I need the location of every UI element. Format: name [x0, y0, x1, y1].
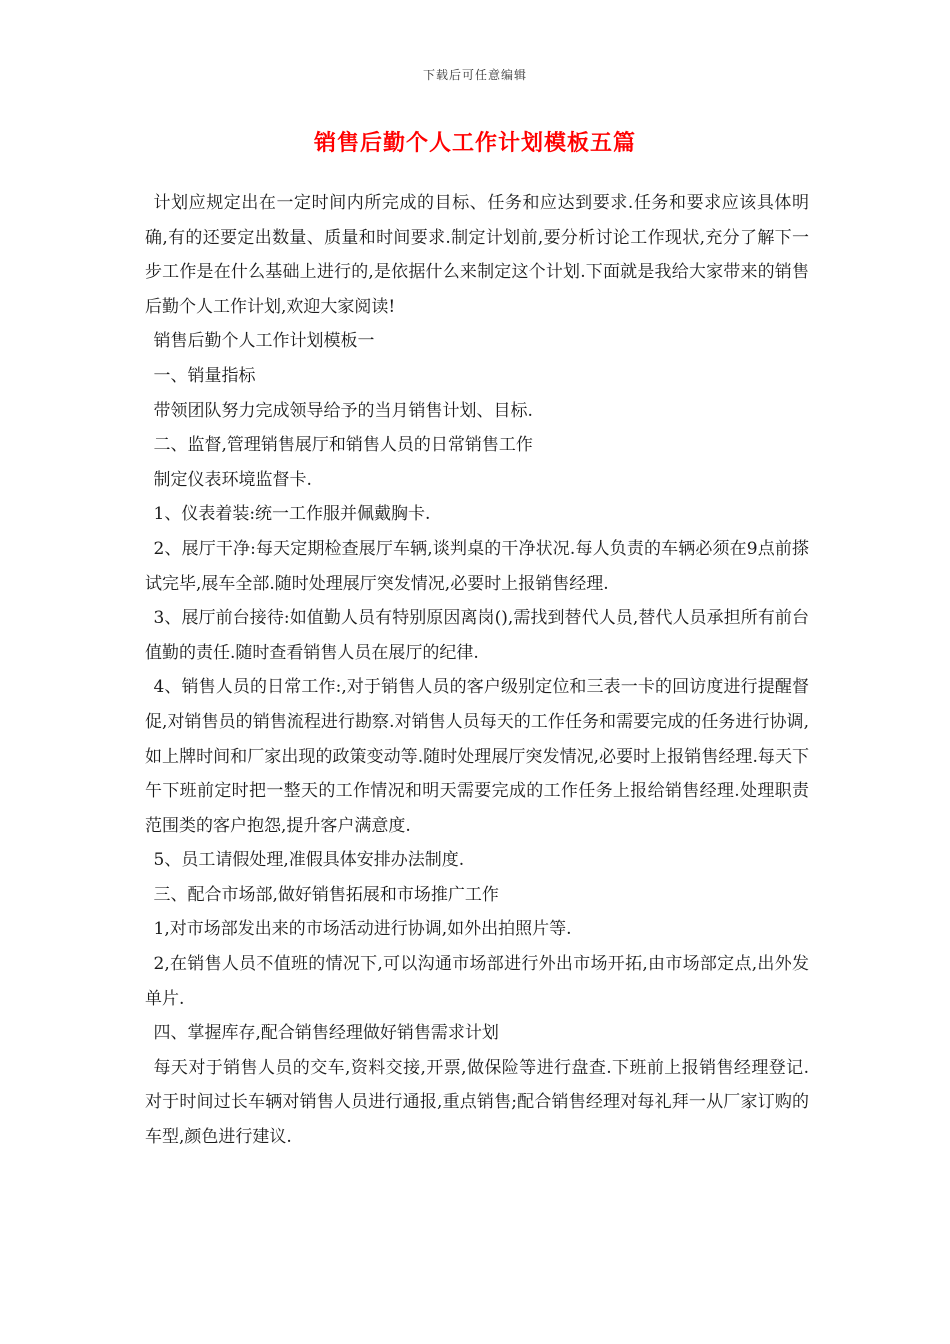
list-item: 1,对市场部发出来的市场活动进行协调,如外出拍照片等.: [153, 919, 572, 940]
header-note: 下载后可任意编辑: [422, 68, 527, 82]
section-heading-template-one: 销售后勤个人工作计划模板一: [153, 331, 375, 352]
list-item: 2,在销售人员不值班的情况下,可以沟通市场部进行外出市场开拓,由市场部定点,出外发单片.: [145, 954, 809, 1009]
section-heading-inventory: 四、掌握库存,配合销售经理做好销售需求计划: [153, 1023, 499, 1044]
list-item: 5、员工请假处理,准假具体安排办法制度.: [153, 850, 465, 871]
intro-paragraph: 计划应规定出在一定时间内所完成的目标、任务和应达到要求.任务和要求应该具体明确,有的还要定出数量、质量和时间要求.制定计划前,要分析讨论工作现状,充分了解下一步工作是在什么基础上进行的,是依据什么来制定这个计划.下面就是我给大家带来的销售后勤个人工作计划,欢迎大家阅读!: [145, 193, 809, 317]
list-item: 1、仪表着装:统一工作服并佩戴胸卡.: [153, 504, 431, 525]
section-heading-marketing: 三、配合市场部,做好销售拓展和市场推广工作: [153, 884, 499, 905]
paragraph: 带领团队努力完成领导给予的当月销售计划、目标.: [153, 400, 533, 421]
paragraph: 每天对于销售人员的交车,资料交接,开票,做保险等进行盘查.下班前上报销售经理登记.对于时间过长车辆对销售人员进行通报,重点销售;配合销售经理对每礼拜一从厂家订购的车型,颜色进行建议.: [145, 1057, 809, 1148]
document-body: [145, 186, 809, 1155]
list-item: 3、展厅前台接待:如值勤人员有特别原因离岗(),需找到替代人员,替代人员承担所有前台值勤的责任.随时查看销售人员在展厅的纪律.: [145, 608, 809, 663]
document-title: 销售后勤个人工作计划模板五篇: [313, 130, 636, 156]
section-heading-supervision: 二、监督,管理销售展厅和销售人员的日常销售工作: [153, 435, 533, 456]
section-heading-sales-target: 一、销量指标: [153, 365, 256, 386]
list-item: 2、展厅干净:每天定期检查展厅车辆,谈判桌的干净状况.每人负责的车辆必须在9点前搽试完毕,展车全部.随时处理展厅突发情况,必要时上报销售经理.: [145, 538, 809, 594]
paragraph: 制定仪表环境监督卡.: [153, 469, 312, 490]
list-item: 4、销售人员的日常工作:,对于销售人员的客户级别定位和三表一卡的回访度进行提醒督促,对销售员的销售流程进行勘察.对销售人员每天的工作任务和需要完成的任务进行协调,如上牌时间和厂家出现的政策变动等.随时处理展厅突发情况,必要时上报销售经理.每天下午下班前定时把一整天的工作情况和明天需要完成的工作任务上报给销售经理.处理职责范围类的客户抱怨,提升客户满意度.: [145, 677, 809, 836]
